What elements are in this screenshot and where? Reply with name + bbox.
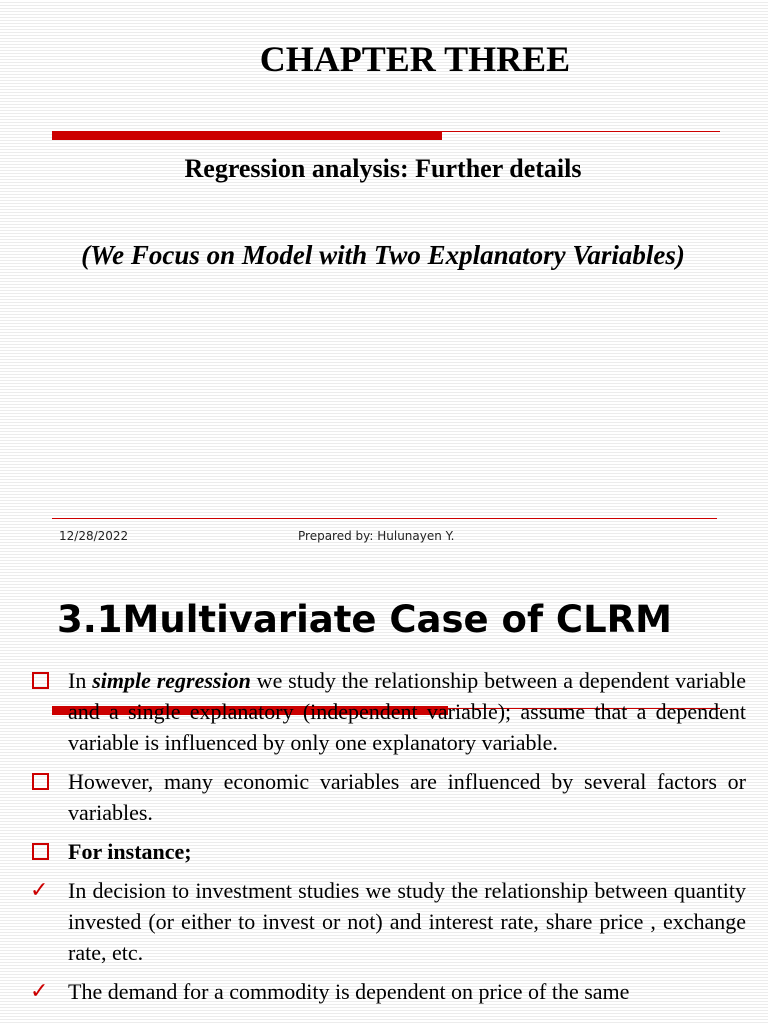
red-check-bullet-icon: ✓	[30, 878, 49, 903]
red-square-bullet-icon	[32, 773, 49, 790]
footer-author: Prepared by: Hulunayen Y.	[298, 529, 455, 543]
chapter-title: CHAPTER THREE	[259, 39, 571, 79]
slide-subtitle: Regression analysis: Further details	[184, 154, 582, 183]
bullet-text-pre: In	[68, 668, 93, 693]
focus-note: (We Focus on Model with Two Explanatory Variables)	[81, 240, 685, 270]
bullet-text: For instance;	[68, 839, 192, 864]
list-item	[30, 665, 746, 758]
list-item	[30, 875, 746, 968]
bullet-text-post: we study the relationship between a dependent variable and a single explanatory (independent variable); assume that a dependent variable is influenced by only one explanatory variable.	[68, 668, 746, 755]
slide-2	[0, 568, 768, 1024]
bullet-emphasis: simple regression	[92, 668, 251, 693]
title-rule-thin	[442, 131, 720, 132]
list-item	[30, 976, 746, 1007]
footer-date: 12/28/2022	[59, 529, 129, 543]
red-check-bullet-icon: ✓	[30, 979, 49, 1004]
list-item	[30, 766, 746, 828]
red-square-bullet-icon	[32, 672, 49, 689]
bullet-text: The demand for a commodity is dependent on price of the same	[68, 979, 630, 1004]
title-rule-thick	[52, 131, 442, 140]
footer-rule	[52, 518, 717, 519]
list-item	[30, 836, 746, 867]
bullet-list	[30, 665, 746, 1015]
red-square-bullet-icon	[32, 843, 49, 860]
bullet-text: In decision to investment studies we study the relationship between quantity invested (or either to invest or not) and interest rate, share price , exchange rate, etc.	[68, 878, 746, 965]
bullet-text: However, many economic variables are influenced by several factors or variables.	[68, 769, 746, 825]
section-title: 3.1Multivariate Case of CLRM	[57, 598, 672, 641]
